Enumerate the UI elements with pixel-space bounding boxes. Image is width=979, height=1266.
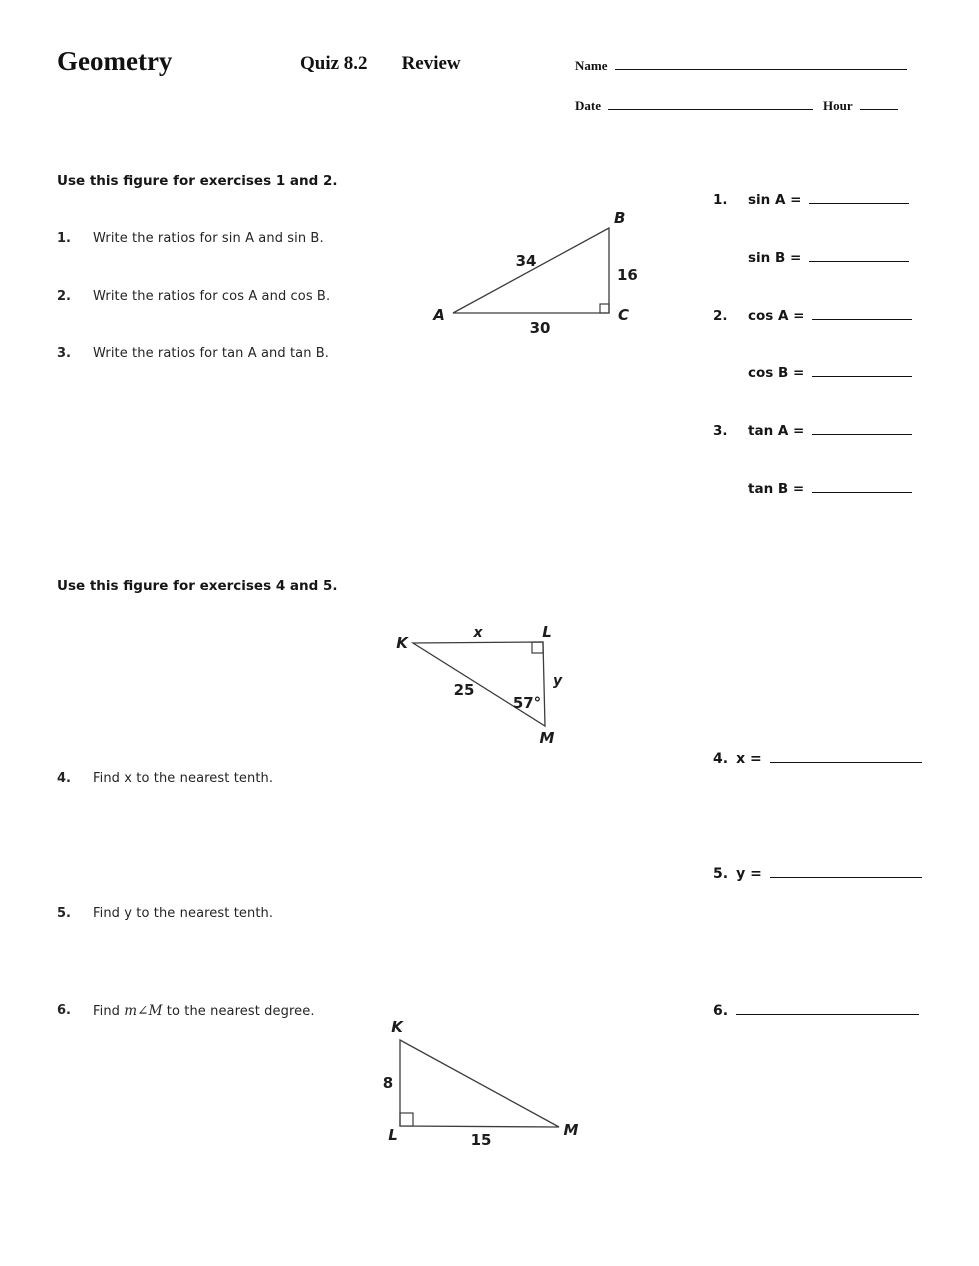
section2-heading: Use this figure for exercises 4 and 5. (57, 578, 338, 594)
question-2 (57, 289, 427, 304)
answer-blank (809, 261, 909, 262)
quiz-label: Quiz 8.2 (300, 53, 368, 74)
vertex-label-m: M (539, 729, 555, 747)
angle-m-math: m∠M (124, 1003, 163, 1019)
question-3-text: Write the ratios for tan A and tan B. (93, 346, 330, 361)
right-angle-marker-l (400, 1113, 413, 1126)
question-4 (57, 771, 427, 786)
date-label: Date (575, 98, 601, 113)
answer-cos-a (713, 308, 912, 324)
question-1-number: 1. (57, 231, 71, 246)
answer-sin-b (713, 250, 909, 266)
question-1-text: Write the ratios for sin A and sin B. (93, 231, 324, 246)
vertex-label-a: A (433, 306, 445, 324)
right-angle-marker-c (600, 304, 609, 313)
question-5-text: Find y to the nearest tenth. (93, 906, 274, 921)
answer-label: cos A = (748, 308, 805, 324)
answer-blank (812, 376, 912, 377)
answer-label: sin B = (748, 250, 802, 266)
answer-label: tan A = (748, 423, 805, 439)
question-3 (57, 346, 427, 361)
answer-number: 3. (713, 423, 728, 439)
answer-number: 4. (713, 751, 729, 767)
answer-tan-b (713, 481, 912, 497)
question-2-text: Write the ratios for cos A and cos B. (93, 289, 331, 304)
answer-blank (812, 492, 912, 493)
answer-blank (812, 319, 912, 320)
answer-label: tan B = (748, 481, 805, 497)
name-label: Name (575, 58, 608, 73)
right-angle-marker-l (532, 642, 543, 653)
answer-label: y = (736, 866, 762, 882)
quiz-title (300, 53, 461, 75)
question-6-text (93, 1003, 315, 1019)
side-label-kl: x (473, 625, 483, 641)
question-3-number: 3. (57, 346, 71, 361)
date-hour-row (575, 98, 898, 114)
question-1 (57, 231, 427, 246)
section1-heading: Use this figure for exercises 1 and 2. (57, 173, 338, 189)
side-label-km: 25 (453, 681, 475, 699)
question-5 (57, 906, 427, 921)
vertex-label-c: C (618, 306, 630, 324)
side-label-lm: y (553, 673, 563, 689)
answer-5 (713, 866, 922, 882)
hour-blank (860, 109, 898, 110)
answer-6 (713, 1003, 919, 1019)
name-row (575, 58, 907, 74)
side-label-ac: 30 (529, 319, 551, 337)
angle-label-m: 57° (512, 694, 542, 712)
answer-label: sin A = (748, 192, 802, 208)
side-label-kl: 8 (382, 1074, 394, 1092)
vertex-label-l: L (388, 1126, 398, 1144)
answer-blank (809, 203, 909, 204)
answer-number: 6. (713, 1003, 729, 1019)
question-6-suffix: to the nearest degree. (162, 1004, 315, 1019)
answer-cos-b (713, 365, 912, 381)
vertex-label-k: K (391, 1018, 403, 1036)
question-4-number: 4. (57, 771, 71, 786)
answer-blank (812, 434, 912, 435)
answer-label: x = (736, 751, 762, 767)
question-4-text: Find x to the nearest tenth. (93, 771, 274, 786)
answer-number: 1. (713, 192, 728, 208)
triangle-abc-outline (453, 228, 609, 313)
vertex-label-m: M (563, 1121, 579, 1139)
triangle-klm1-outline (413, 642, 545, 726)
figure-triangle-klm-2 (375, 1018, 590, 1153)
answer-number: 5. (713, 866, 729, 882)
answer-number: 2. (713, 308, 728, 324)
review-label: Review (401, 53, 461, 74)
question-6-prefix: Find (93, 1004, 125, 1019)
hour-label: Hour (823, 98, 853, 113)
figure-triangle-klm-1 (390, 612, 580, 752)
date-blank (608, 109, 813, 110)
name-blank (615, 69, 907, 70)
vertex-label-k: K (396, 634, 408, 652)
answer-label: cos B = (748, 365, 805, 381)
answer-blank (736, 1014, 919, 1015)
answer-tan-a (713, 423, 912, 439)
question-6-number: 6. (57, 1003, 71, 1018)
triangle-klm2-outline (400, 1040, 559, 1127)
question-6 (57, 1003, 437, 1019)
side-label-bc: 16 (617, 266, 638, 284)
side-label-lm: 15 (470, 1131, 492, 1149)
figure-triangle-abc (425, 200, 665, 350)
answer-sin-a (713, 192, 909, 208)
question-2-number: 2. (57, 289, 71, 304)
vertex-label-b: B (614, 209, 626, 227)
vertex-label-l: L (542, 623, 552, 641)
answer-blank (770, 877, 922, 878)
answer-blank (770, 762, 922, 763)
answer-4 (713, 751, 922, 767)
side-label-ab: 34 (515, 252, 537, 270)
page-title: Geometry (57, 46, 173, 76)
question-5-number: 5. (57, 906, 71, 921)
